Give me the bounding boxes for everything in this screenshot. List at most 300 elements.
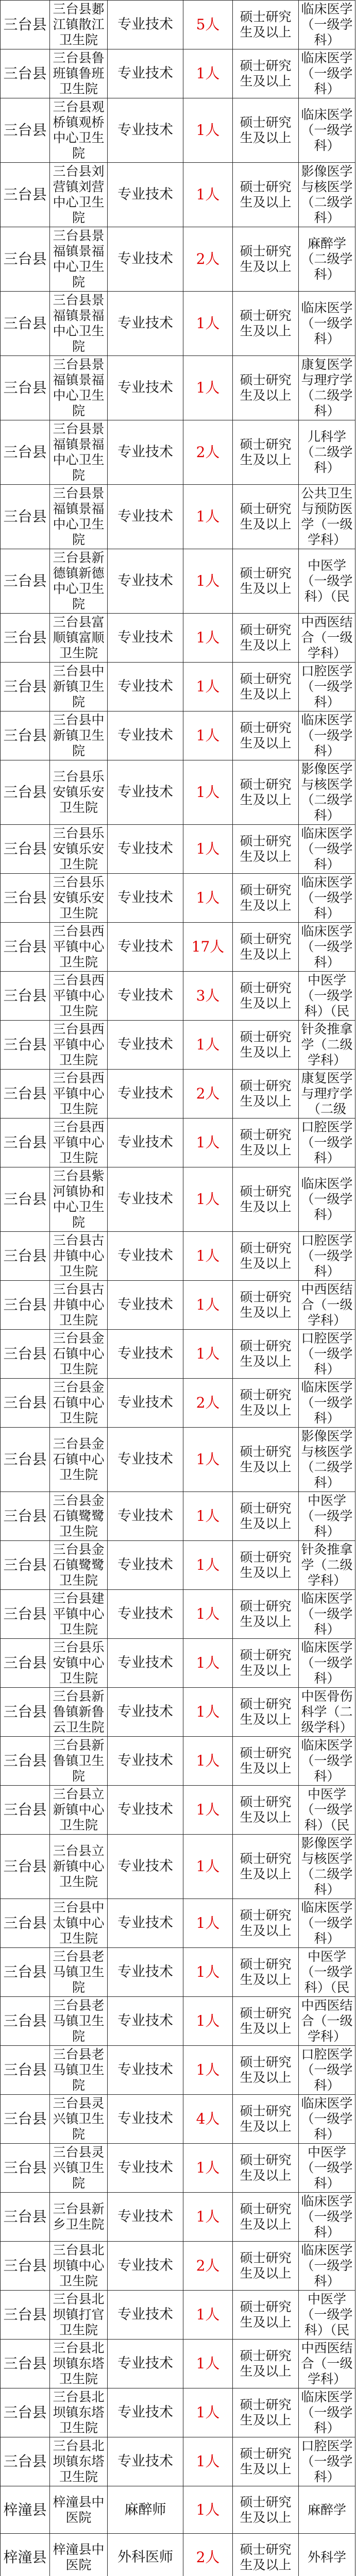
table-row [1, 420, 355, 485]
major-cell: 临床医学（一级学科） [299, 1590, 355, 1639]
position-cell: 专业技术 [108, 227, 183, 292]
county-cell: 三台县 [1, 1167, 50, 1232]
table-row [1, 1281, 355, 1330]
headcount-cell: 1人 [183, 1021, 233, 1070]
major-cell: 麻醉学 [299, 2486, 355, 2534]
major-cell: 临床医学（一级学科） [299, 1737, 355, 1786]
education-cell: 硕士研究生及以上 [233, 1786, 299, 1835]
employer-cell: 三台县金石镇中心卫生院 [50, 1379, 108, 1428]
position-cell: 专业技术 [108, 2193, 183, 2242]
employer-cell: 三台县乐安镇中心卫生院 [50, 1639, 108, 1688]
table-row [1, 1688, 355, 1737]
position-cell: 专业技术 [108, 825, 183, 874]
county-cell: 三台县 [1, 2242, 50, 2291]
county-cell: 三台县 [1, 874, 50, 923]
major-cell: 临床医学（一级学科） [299, 1167, 355, 1232]
employer-cell: 三台县北坝镇东塔卫生院 [50, 2340, 108, 2388]
table-row [1, 614, 355, 663]
position-cell: 专业技术 [108, 1281, 183, 1330]
position-cell: 专业技术 [108, 614, 183, 663]
employer-cell: 三台县乐安镇乐安卫生院 [50, 825, 108, 874]
employer-cell: 三台县老马镇卫生院 [50, 2046, 108, 2095]
table-row [1, 825, 355, 874]
education-cell: 硕士研究生及以上 [233, 2486, 299, 2534]
employer-cell: 三台县鲁班镇鲁班卫生院 [50, 49, 108, 98]
employer-cell: 三台县北坝镇打官卫生院 [50, 2291, 108, 2340]
education-cell: 硕士研究生及以上 [233, 1070, 299, 1118]
major-cell: 中西医结合（一级学科） [299, 2340, 355, 2388]
major-cell: 麻醉学（二级学科） [299, 227, 355, 292]
headcount-cell: 3人 [183, 972, 233, 1021]
county-cell: 三台县 [1, 614, 50, 663]
headcount-cell: 1人 [183, 2046, 233, 2095]
education-cell: 硕士研究生及以上 [233, 1541, 299, 1590]
major-cell: 临床医学（一级学科） [299, 292, 355, 356]
table-row [1, 1541, 355, 1590]
education-cell: 硕士研究生及以上 [233, 2046, 299, 2095]
headcount-cell: 1人 [183, 2144, 233, 2193]
county-cell: 三台县 [1, 356, 50, 420]
position-cell: 专业技术 [108, 485, 183, 549]
education-cell: 硕士研究生及以上 [233, 1232, 299, 1281]
table-row [1, 163, 355, 227]
table-row [1, 760, 355, 825]
employer-cell: 三台县金石镇中心卫生院 [50, 1330, 108, 1379]
major-cell: 临床医学（一级学科） [299, 711, 355, 760]
employer-cell: 三台县建平镇中心卫生院 [50, 1590, 108, 1639]
employer-cell: 三台县立新镇中心卫生院 [50, 1786, 108, 1835]
county-cell: 三台县 [1, 49, 50, 98]
county-cell: 三台县 [1, 420, 50, 485]
education-cell: 硕士研究生及以上 [233, 356, 299, 420]
education-cell: 硕士研究生及以上 [233, 1688, 299, 1737]
major-cell: 康复医学与理疗学（二级学科） [299, 356, 355, 420]
table-row [1, 1167, 355, 1232]
headcount-cell: 1人 [183, 1167, 233, 1232]
major-cell: 临床医学（一级学科） [299, 874, 355, 923]
county-cell: 三台县 [1, 1492, 50, 1541]
education-cell: 硕士研究生及以上 [233, 874, 299, 923]
table-row [1, 485, 355, 549]
county-cell: 三台县 [1, 1541, 50, 1590]
headcount-cell: 2人 [183, 227, 233, 292]
major-cell: 口腔医学（一级学科） [299, 2437, 355, 2486]
major-cell: 临床医学（一级学科） [299, 1899, 355, 1948]
table-row [1, 1118, 355, 1167]
headcount-cell: 2人 [183, 1070, 233, 1118]
table-row [1, 1639, 355, 1688]
headcount-cell: 2人 [183, 2534, 233, 2576]
employer-cell: 三台县立新镇中心卫生院 [50, 1835, 108, 1899]
headcount-cell: 1人 [183, 1118, 233, 1167]
county-cell: 三台县 [1, 1281, 50, 1330]
position-cell: 专业技术 [108, 1786, 183, 1835]
position-cell: 专业技术 [108, 163, 183, 227]
position-cell: 专业技术 [108, 1948, 183, 1997]
headcount-cell: 1人 [183, 614, 233, 663]
county-cell: 三台县 [1, 485, 50, 549]
employer-cell: 三台县北坝镇中心卫生院 [50, 2242, 108, 2291]
headcount-cell: 1人 [183, 2437, 233, 2486]
table-row [1, 663, 355, 711]
education-cell: 硕士研究生及以上 [233, 549, 299, 614]
education-cell: 硕士研究生及以上 [233, 711, 299, 760]
table-row [1, 1428, 355, 1492]
major-cell: 临床医学（一级学科） [299, 923, 355, 972]
position-cell: 专业技术 [108, 1, 183, 49]
education-cell: 硕士研究生及以上 [233, 98, 299, 163]
headcount-cell: 1人 [183, 663, 233, 711]
county-cell: 三台县 [1, 1639, 50, 1688]
table-row [1, 1232, 355, 1281]
employer-cell: 三台县西平镇中心卫生院 [50, 1070, 108, 1118]
employer-cell: 三台县古井镇中心卫生院 [50, 1281, 108, 1330]
position-cell: 专业技术 [108, 1021, 183, 1070]
table-row [1, 2144, 355, 2193]
position-cell: 专业技术 [108, 2095, 183, 2144]
position-cell: 专业技术 [108, 1899, 183, 1948]
major-cell: 中医学（一级学科） [299, 1492, 355, 1541]
county-cell: 三台县 [1, 1, 50, 49]
employer-cell: 三台县景福镇景福中心卫生院 [50, 356, 108, 420]
major-cell: 临床医学（一级学科） [299, 1, 355, 49]
county-cell: 三台县 [1, 1835, 50, 1899]
county-cell: 三台县 [1, 292, 50, 356]
education-cell: 硕士研究生及以上 [233, 2291, 299, 2340]
position-cell: 专业技术 [108, 1070, 183, 1118]
table-row [1, 1590, 355, 1639]
position-cell: 专业技术 [108, 923, 183, 972]
education-cell: 硕士研究生及以上 [233, 292, 299, 356]
employer-cell: 三台县乐安镇乐安卫生院 [50, 874, 108, 923]
major-cell: 临床医学（一级学科） [299, 2242, 355, 2291]
table-row [1, 1492, 355, 1541]
employer-cell: 三台县中太镇中心卫生院 [50, 1899, 108, 1948]
major-cell: 口腔医学（一级学科） [299, 1232, 355, 1281]
employer-cell: 三台县观桥镇观桥中心卫生院 [50, 98, 108, 163]
position-cell: 专业技术 [108, 420, 183, 485]
headcount-cell: 1人 [183, 1232, 233, 1281]
headcount-cell: 2人 [183, 1379, 233, 1428]
major-cell: 公共卫生与预防医学（一级学科） [299, 485, 355, 549]
major-cell: 临床医学（一级学科） [299, 49, 355, 98]
county-cell: 三台县 [1, 2437, 50, 2486]
employer-cell: 梓潼县中医院 [50, 2486, 108, 2534]
headcount-cell: 1人 [183, 485, 233, 549]
employer-cell: 三台县新乡卫生院 [50, 2193, 108, 2242]
position-cell: 专业技术 [108, 2388, 183, 2437]
position-cell: 专业技术 [108, 2046, 183, 2095]
headcount-cell: 1人 [183, 1541, 233, 1590]
employer-cell: 三台县新德镇新德中心卫生院 [50, 549, 108, 614]
table-row [1, 1330, 355, 1379]
headcount-cell: 1人 [183, 292, 233, 356]
employer-cell: 三台县灵兴镇卫生院 [50, 2144, 108, 2193]
table-row [1, 711, 355, 760]
county-cell: 三台县 [1, 972, 50, 1021]
education-cell: 硕士研究生及以上 [233, 1737, 299, 1786]
education-cell: 硕士研究生及以上 [233, 2437, 299, 2486]
major-cell: 临床医学（一级学科） [299, 1379, 355, 1428]
county-cell: 三台县 [1, 760, 50, 825]
county-cell: 三台县 [1, 2046, 50, 2095]
position-cell: 专业技术 [108, 1232, 183, 1281]
major-cell: 中医学（一级学科）（民 [299, 549, 355, 614]
headcount-cell: 1人 [183, 1688, 233, 1737]
major-cell: 口腔医学（一级学科） [299, 2046, 355, 2095]
county-cell: 三台县 [1, 1688, 50, 1737]
education-cell: 硕士研究生及以上 [233, 972, 299, 1021]
table-row [1, 972, 355, 1021]
table-row [1, 1379, 355, 1428]
position-cell: 专业技术 [108, 2437, 183, 2486]
major-cell: 康复医学与理疗学（二级 [299, 1070, 355, 1118]
employer-cell: 三台县西平镇中心卫生院 [50, 972, 108, 1021]
county-cell: 三台县 [1, 825, 50, 874]
headcount-cell: 1人 [183, 2340, 233, 2388]
headcount-cell: 1人 [183, 356, 233, 420]
county-cell: 三台县 [1, 663, 50, 711]
education-cell: 硕士研究生及以上 [233, 1948, 299, 1997]
position-cell: 外科医师 [108, 2534, 183, 2576]
headcount-cell: 1人 [183, 1281, 233, 1330]
county-cell: 三台县 [1, 1899, 50, 1948]
employer-cell: 三台县老马镇卫生院 [50, 1948, 108, 1997]
education-cell: 硕士研究生及以上 [233, 1997, 299, 2046]
table-row [1, 1021, 355, 1070]
table-row [1, 2291, 355, 2340]
position-cell: 专业技术 [108, 1541, 183, 1590]
county-cell: 三台县 [1, 549, 50, 614]
education-cell: 硕士研究生及以上 [233, 1379, 299, 1428]
position-cell: 专业技术 [108, 1737, 183, 1786]
education-cell: 硕士研究生及以上 [233, 2144, 299, 2193]
table-row [1, 292, 355, 356]
education-cell: 硕士研究生及以上 [233, 760, 299, 825]
education-cell: 硕士研究生及以上 [233, 1021, 299, 1070]
education-cell: 硕士研究生及以上 [233, 1330, 299, 1379]
education-cell: 硕士研究生及以上 [233, 163, 299, 227]
employer-cell: 三台县金石镇鹭鹭卫生院 [50, 1492, 108, 1541]
major-cell: 中西医结合（一级学科） [299, 614, 355, 663]
employer-cell: 三台县西平镇中心卫生院 [50, 923, 108, 972]
major-cell: 中医学（一级学科）（民 [299, 1786, 355, 1835]
headcount-cell: 1人 [183, 163, 233, 227]
employer-cell: 三台县新鲁镇新鲁云卫生院 [50, 1688, 108, 1737]
table-row [1, 2046, 355, 2095]
position-cell: 麻醉师 [108, 2486, 183, 2534]
education-cell: 硕士研究生及以上 [233, 1428, 299, 1492]
major-cell: 中医学（一级学科） [299, 2144, 355, 2193]
employer-cell: 三台县景福镇景福中心卫生院 [50, 227, 108, 292]
county-cell: 三台县 [1, 1070, 50, 1118]
table-row [1, 549, 355, 614]
county-cell: 三台县 [1, 98, 50, 163]
headcount-cell: 1人 [183, 98, 233, 163]
education-cell: 硕士研究生及以上 [233, 1639, 299, 1688]
headcount-cell: 1人 [183, 1428, 233, 1492]
education-cell: 硕士研究生及以上 [233, 1590, 299, 1639]
county-cell: 三台县 [1, 1428, 50, 1492]
headcount-cell: 1人 [183, 49, 233, 98]
employer-cell: 三台县富顺镇富顺卫生院 [50, 614, 108, 663]
employer-cell: 三台县灵兴镇卫生院 [50, 2095, 108, 2144]
major-cell: 口腔医学（一级学科） [299, 1330, 355, 1379]
employer-cell: 三台县西平镇中心卫生院 [50, 1021, 108, 1070]
headcount-cell: 1人 [183, 549, 233, 614]
position-cell: 专业技术 [108, 356, 183, 420]
county-cell: 三台县 [1, 711, 50, 760]
major-cell: 中西医结合（一级学科） [299, 1997, 355, 2046]
position-cell: 专业技术 [108, 1379, 183, 1428]
education-cell: 硕士研究生及以上 [233, 49, 299, 98]
employer-cell: 三台县紫河镇协和中心卫生院 [50, 1167, 108, 1232]
major-cell: 儿科学（二级学科） [299, 420, 355, 485]
education-cell: 硕士研究生及以上 [233, 2340, 299, 2388]
table-row [1, 1786, 355, 1835]
education-cell: 硕士研究生及以上 [233, 1281, 299, 1330]
employer-cell: 三台县北坝镇东塔卫生院 [50, 2388, 108, 2437]
table-row [1, 356, 355, 420]
headcount-cell: 2人 [183, 420, 233, 485]
employer-cell: 三台县西平镇中心卫生院 [50, 1118, 108, 1167]
headcount-cell: 1人 [183, 2388, 233, 2437]
education-cell: 硕士研究生及以上 [233, 1167, 299, 1232]
position-cell: 专业技术 [108, 2144, 183, 2193]
table-row [1, 2095, 355, 2144]
county-cell: 三台县 [1, 1997, 50, 2046]
headcount-cell: 1人 [183, 1786, 233, 1835]
major-cell: 针灸推拿学（二级学科） [299, 1541, 355, 1590]
position-cell: 专业技术 [108, 1688, 183, 1737]
education-cell: 硕士研究生及以上 [233, 2534, 299, 2576]
position-cell: 专业技术 [108, 1118, 183, 1167]
position-cell: 专业技术 [108, 1492, 183, 1541]
table-row [1, 1070, 355, 1118]
major-cell: 针灸推拿学（二级学科） [299, 1021, 355, 1070]
employer-cell: 三台县北坝镇东塔卫生院 [50, 2437, 108, 2486]
county-cell: 三台县 [1, 2144, 50, 2193]
headcount-cell: 1人 [183, 1835, 233, 1899]
county-cell: 三台县 [1, 2340, 50, 2388]
position-cell: 专业技术 [108, 663, 183, 711]
employer-cell: 三台县新鲁镇卫生院 [50, 1737, 108, 1786]
headcount-cell: 1人 [183, 1330, 233, 1379]
county-cell: 梓潼县 [1, 2486, 50, 2534]
table-row [1, 874, 355, 923]
education-cell: 硕士研究生及以上 [233, 2388, 299, 2437]
major-cell: 临床医学（一级学科） [299, 825, 355, 874]
position-cell: 专业技术 [108, 2242, 183, 2291]
employer-cell: 三台县乐安镇乐安卫生院 [50, 760, 108, 825]
position-cell: 专业技术 [108, 1639, 183, 1688]
position-cell: 专业技术 [108, 2340, 183, 2388]
major-cell: 中医骨伤科学（二级学科） [299, 1688, 355, 1737]
headcount-cell: 1人 [183, 711, 233, 760]
headcount-cell: 5人 [183, 1, 233, 49]
table-row [1, 2534, 355, 2576]
major-cell: 口腔医学（一级学科） [299, 663, 355, 711]
table-row [1, 1, 355, 49]
education-cell: 硕士研究生及以上 [233, 1118, 299, 1167]
major-cell: 外科学 [299, 2534, 355, 2576]
table-row [1, 2340, 355, 2388]
county-cell: 三台县 [1, 2388, 50, 2437]
table-row [1, 923, 355, 972]
position-cell: 专业技术 [108, 972, 183, 1021]
position-cell: 专业技术 [108, 98, 183, 163]
headcount-cell: 4人 [183, 2095, 233, 2144]
table-row [1, 2388, 355, 2437]
headcount-cell: 1人 [183, 1492, 233, 1541]
table-row [1, 98, 355, 163]
employer-cell: 三台县金石镇鹭鹭卫生院 [50, 1541, 108, 1590]
education-cell: 硕士研究生及以上 [233, 663, 299, 711]
employer-cell: 三台县中新镇卫生院 [50, 663, 108, 711]
table-row [1, 1948, 355, 1997]
headcount-cell: 1人 [183, 1948, 233, 1997]
position-cell: 专业技术 [108, 1428, 183, 1492]
position-cell: 专业技术 [108, 874, 183, 923]
employer-cell: 三台县景福镇景福中心卫生院 [50, 292, 108, 356]
employer-cell: 三台县金石镇中心卫生院 [50, 1428, 108, 1492]
major-cell: 影像医学与核医学（二级学科） [299, 760, 355, 825]
position-cell: 专业技术 [108, 292, 183, 356]
headcount-cell: 1人 [183, 1997, 233, 2046]
education-cell: 硕士研究生及以上 [233, 485, 299, 549]
table-row [1, 2242, 355, 2291]
table-row [1, 49, 355, 98]
position-cell: 专业技术 [108, 711, 183, 760]
table-row [1, 2193, 355, 2242]
headcount-cell: 1人 [183, 760, 233, 825]
table-row [1, 1899, 355, 1948]
county-cell: 三台县 [1, 2291, 50, 2340]
table-body [1, 1, 355, 2576]
headcount-cell: 1人 [183, 2193, 233, 2242]
major-cell: 临床医学（一级学科） [299, 2193, 355, 2242]
table-row [1, 1835, 355, 1899]
position-cell: 专业技术 [108, 549, 183, 614]
major-cell: 影像医学与核医学（二级学科） [299, 1835, 355, 1899]
employer-cell: 三台县郪江镇散江卫生院 [50, 1, 108, 49]
education-cell: 硕士研究生及以上 [233, 825, 299, 874]
major-cell: 临床医学（一级学科） [299, 2388, 355, 2437]
county-cell: 三台县 [1, 2193, 50, 2242]
county-cell: 三台县 [1, 1118, 50, 1167]
county-cell: 三台县 [1, 1021, 50, 1070]
county-cell: 三台县 [1, 1948, 50, 1997]
education-cell: 硕士研究生及以上 [233, 1835, 299, 1899]
employer-cell: 三台县古井镇中心卫生院 [50, 1232, 108, 1281]
employer-cell: 三台县刘营镇刘营中心卫生院 [50, 163, 108, 227]
headcount-cell: 1人 [183, 2291, 233, 2340]
county-cell: 三台县 [1, 227, 50, 292]
education-cell: 硕士研究生及以上 [233, 923, 299, 972]
major-cell: 口腔医学（一级学科） [299, 1118, 355, 1167]
major-cell: 影像医学与核医学（二级学科） [299, 163, 355, 227]
county-cell: 三台县 [1, 1737, 50, 1786]
education-cell: 硕士研究生及以上 [233, 2095, 299, 2144]
education-cell: 硕士研究生及以上 [233, 1, 299, 49]
education-cell: 硕士研究生及以上 [233, 2193, 299, 2242]
position-cell: 专业技术 [108, 1835, 183, 1899]
table-row [1, 1737, 355, 1786]
employer-cell: 三台县景福镇景福中心卫生院 [50, 420, 108, 485]
employer-cell: 三台县景福镇景福中心卫生院 [50, 485, 108, 549]
table-row [1, 1997, 355, 2046]
county-cell: 三台县 [1, 1330, 50, 1379]
